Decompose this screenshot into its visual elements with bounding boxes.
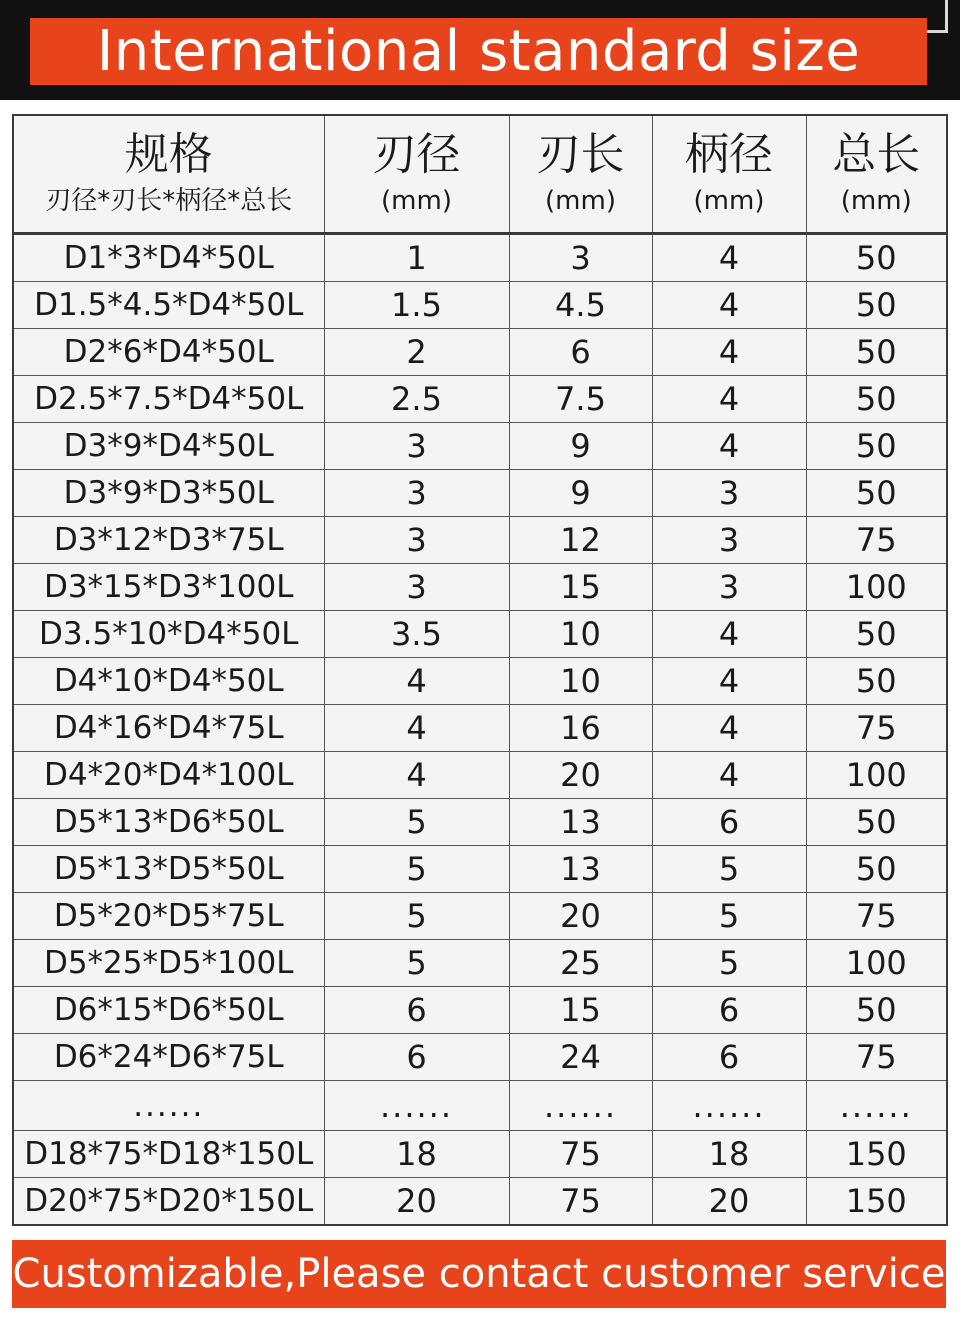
- cell-spec: D4*10*D4*50L: [13, 658, 324, 705]
- table-body: [13, 234, 947, 1226]
- cell-spec: D1.5*4.5*D4*50L: [13, 282, 324, 329]
- table-row: [13, 564, 947, 611]
- title-banner: [30, 18, 927, 85]
- cell-spec: D4*20*D4*100L: [13, 752, 324, 799]
- table-row: [13, 799, 947, 846]
- header-spec-subtitle: 刃径*刃长*柄径*总长: [45, 186, 293, 216]
- cell-blade-diameter: 6: [324, 1034, 509, 1081]
- cell-blade-diameter: 3: [324, 470, 509, 517]
- table-row: [13, 846, 947, 893]
- table-row: [13, 470, 947, 517]
- table-row: [13, 893, 947, 940]
- cell-shank-diameter: 6: [652, 987, 806, 1034]
- cell-blade-diameter: 4: [324, 705, 509, 752]
- page-title: International standard size: [96, 19, 861, 84]
- cell-blade-length: 10: [509, 658, 652, 705]
- cell-spec: D3*15*D3*100L: [13, 564, 324, 611]
- cell-spec: D2*6*D4*50L: [13, 329, 324, 376]
- table-row: [13, 987, 947, 1034]
- cell-shank-diameter: 5: [652, 893, 806, 940]
- cell-overall-length: 50: [806, 234, 947, 282]
- cell-blade-diameter: 5: [324, 940, 509, 987]
- cell-blade-length: 20: [509, 752, 652, 799]
- cell-blade-diameter: 20: [324, 1178, 509, 1226]
- table-row: [13, 517, 947, 564]
- table-row: [13, 329, 947, 376]
- cell-spec: D5*20*D5*75L: [13, 893, 324, 940]
- cell-blade-length: 75: [509, 1178, 652, 1226]
- cell-overall-length: 75: [806, 1034, 947, 1081]
- table-row: [13, 376, 947, 423]
- table-row: [13, 658, 947, 705]
- cell-spec: D5*13*D6*50L: [13, 799, 324, 846]
- cell-shank-diameter: 5: [652, 846, 806, 893]
- cell-overall-length: 50: [806, 846, 947, 893]
- cell-spec: D3*9*D3*50L: [13, 470, 324, 517]
- cell-blade-length: 16: [509, 705, 652, 752]
- cell-overall-length: 75: [806, 517, 947, 564]
- header-shank-diameter-unit: (mm): [693, 186, 765, 216]
- cell-spec: D3.5*10*D4*50L: [13, 611, 324, 658]
- cell-blade-diameter: 5: [324, 799, 509, 846]
- cell-shank-diameter: 4: [652, 705, 806, 752]
- cell-blade-length: 3: [509, 234, 652, 282]
- cell-blade-length: ......: [509, 1081, 652, 1131]
- cell-shank-diameter: 4: [652, 611, 806, 658]
- table-row: [13, 1131, 947, 1178]
- header-overall-length: [806, 115, 947, 234]
- table-header: [13, 115, 947, 234]
- cell-blade-length: 7.5: [509, 376, 652, 423]
- cell-blade-diameter: 4: [324, 658, 509, 705]
- header-shank-diameter-title: 柄径: [685, 129, 773, 180]
- cell-blade-length: 15: [509, 564, 652, 611]
- cell-blade-length: 15: [509, 987, 652, 1034]
- cell-blade-diameter: 6: [324, 987, 509, 1034]
- header-blade-diameter-title: 刃径: [372, 129, 461, 180]
- cell-overall-length: 100: [806, 940, 947, 987]
- header-overall-length-title: 总长: [832, 129, 921, 180]
- cell-shank-diameter: 4: [652, 282, 806, 329]
- cell-spec: ......: [13, 1081, 324, 1131]
- table-row: [13, 1034, 947, 1081]
- cell-overall-length: 100: [806, 564, 947, 611]
- cell-spec: D5*13*D5*50L: [13, 846, 324, 893]
- cell-overall-length: 50: [806, 329, 947, 376]
- table-row: [13, 1178, 947, 1226]
- header-blade-length-unit: (mm): [545, 186, 616, 216]
- cell-spec: D2.5*7.5*D4*50L: [13, 376, 324, 423]
- cell-overall-length: 50: [806, 282, 947, 329]
- cell-blade-diameter: 3: [324, 517, 509, 564]
- cell-overall-length: 50: [806, 376, 947, 423]
- footer-text: Customizable,Please contact customer service: [12, 1251, 946, 1297]
- header-shank-diameter: [652, 115, 806, 234]
- cell-blade-diameter: 3: [324, 564, 509, 611]
- cell-overall-length: 75: [806, 893, 947, 940]
- cell-spec: D4*16*D4*75L: [13, 705, 324, 752]
- cell-shank-diameter: 4: [652, 423, 806, 470]
- cell-spec: D6*24*D6*75L: [13, 1034, 324, 1081]
- cell-spec: D5*25*D5*100L: [13, 940, 324, 987]
- cell-shank-diameter: 4: [652, 752, 806, 799]
- cell-overall-length: 50: [806, 658, 947, 705]
- header-spec: [13, 115, 324, 234]
- cell-blade-diameter: 18: [324, 1131, 509, 1178]
- cell-blade-length: 24: [509, 1034, 652, 1081]
- cell-blade-length: 13: [509, 799, 652, 846]
- cell-spec: D1*3*D4*50L: [13, 234, 324, 282]
- cell-blade-diameter: 1.5: [324, 282, 509, 329]
- cell-spec: D3*9*D4*50L: [13, 423, 324, 470]
- cell-shank-diameter: 3: [652, 564, 806, 611]
- cell-blade-length: 6: [509, 329, 652, 376]
- table-row: [13, 282, 947, 329]
- cell-blade-length: 13: [509, 846, 652, 893]
- cell-shank-diameter: 4: [652, 234, 806, 282]
- cell-blade-diameter: 5: [324, 893, 509, 940]
- cell-shank-diameter: 18: [652, 1131, 806, 1178]
- cell-blade-length: 9: [509, 470, 652, 517]
- header-overall-length-unit: (mm): [840, 186, 912, 216]
- cell-spec: D3*12*D3*75L: [13, 517, 324, 564]
- header-row: [13, 115, 947, 234]
- cell-blade-length: 10: [509, 611, 652, 658]
- table-row: [13, 752, 947, 799]
- cell-blade-length: 12: [509, 517, 652, 564]
- cell-blade-length: 9: [509, 423, 652, 470]
- table-row: [13, 940, 947, 987]
- cell-blade-diameter: 1: [324, 234, 509, 282]
- cell-shank-diameter: 4: [652, 329, 806, 376]
- cell-shank-diameter: 20: [652, 1178, 806, 1226]
- cell-overall-length: 150: [806, 1178, 947, 1226]
- header-spec-title: 规格: [124, 129, 213, 180]
- cell-blade-diameter: 3: [324, 423, 509, 470]
- cell-overall-length: 50: [806, 987, 947, 1034]
- cell-overall-length: 50: [806, 611, 947, 658]
- cell-shank-diameter: 6: [652, 799, 806, 846]
- cell-blade-length: 20: [509, 893, 652, 940]
- size-spec-table: [12, 114, 948, 1226]
- cell-blade-diameter: ......: [324, 1081, 509, 1131]
- footer-banner: [12, 1240, 946, 1308]
- cell-shank-diameter: 3: [652, 470, 806, 517]
- cell-overall-length: 50: [806, 423, 947, 470]
- cell-shank-diameter: 4: [652, 658, 806, 705]
- cell-shank-diameter: ......: [652, 1081, 806, 1131]
- cell-blade-length: 4.5: [509, 282, 652, 329]
- cell-overall-length: 50: [806, 470, 947, 517]
- cell-blade-length: 25: [509, 940, 652, 987]
- cell-shank-diameter: 6: [652, 1034, 806, 1081]
- cell-blade-length: 75: [509, 1131, 652, 1178]
- cell-shank-diameter: 5: [652, 940, 806, 987]
- cell-overall-length: 50: [806, 799, 947, 846]
- table-row: [13, 423, 947, 470]
- cell-blade-diameter: 5: [324, 846, 509, 893]
- cell-overall-length: 75: [806, 705, 947, 752]
- cell-shank-diameter: 3: [652, 517, 806, 564]
- cell-overall-length: 150: [806, 1131, 947, 1178]
- header-blade-diameter-unit: (mm): [381, 186, 452, 216]
- cell-overall-length: ......: [806, 1081, 947, 1131]
- cell-blade-diameter: 2.5: [324, 376, 509, 423]
- cell-spec: D6*15*D6*50L: [13, 987, 324, 1034]
- table-row: [13, 705, 947, 752]
- cell-overall-length: 100: [806, 752, 947, 799]
- cell-blade-diameter: 2: [324, 329, 509, 376]
- cell-blade-diameter: 4: [324, 752, 509, 799]
- table-row: [13, 234, 947, 282]
- header-blade-diameter: [324, 115, 509, 234]
- cell-blade-diameter: 3.5: [324, 611, 509, 658]
- header-blade-length: [509, 115, 652, 234]
- table-row: [13, 611, 947, 658]
- header-blade-length-title: 刃长: [536, 129, 625, 180]
- cell-spec: D20*75*D20*150L: [13, 1178, 324, 1226]
- table-row-ellipsis: [13, 1081, 947, 1131]
- cell-shank-diameter: 4: [652, 376, 806, 423]
- cell-spec: D18*75*D18*150L: [13, 1131, 324, 1178]
